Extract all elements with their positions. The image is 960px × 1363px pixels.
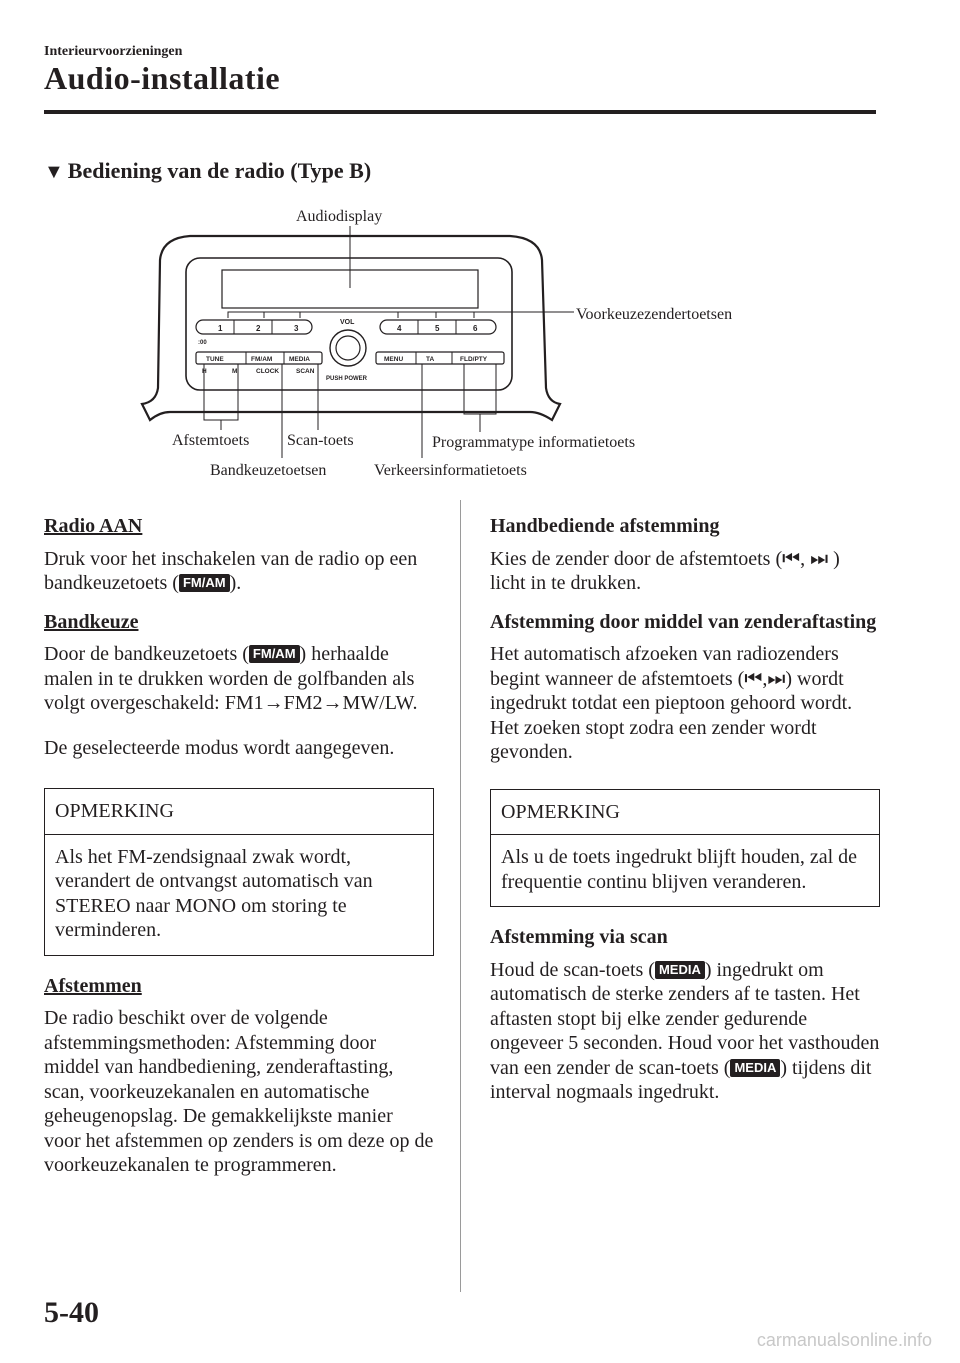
note-text: Als u de toets ingedrukt blijft houden, zal de frequentie continu blijven veranderen. [501, 846, 858, 893]
tune-button-label: Afstemtoets [172, 432, 250, 449]
scan-tuning-heading: Afstemming via scan [490, 926, 668, 948]
h-label: H [202, 368, 207, 375]
tuning-paragraph: De radio beschikt over de volgende afstemmingsmethoden: Afstemming door middel van handbediening, zenderaftasting, scan, voorkeuzekanalen en automatische geheugenopslag. De gemakkelijkste manier voor het afstemmen op zenders is om deze op de voorkeuzekanalen te programmeren. [44, 1007, 434, 1176]
preset-1-label: 1 [218, 324, 223, 333]
prev-track-icon: ⏮ [744, 667, 763, 690]
traffic-button-label: Verkeersinformatietoets [374, 462, 527, 479]
pty-button-label: Programmatype informatietoets [432, 434, 636, 451]
m-label: M [232, 368, 238, 375]
band-mode-paragraph: De geselecteerde modus wordt aangegeven. [44, 736, 395, 759]
tuning-heading: Afstemmen [44, 974, 142, 997]
audio-display-label: Audiodisplay [296, 208, 383, 225]
preset-buttons-label: Voorkeuzezendertoetsen [576, 306, 733, 323]
seek-tuning-heading: Afstemming door middel van zenderaftasting [490, 610, 877, 633]
media-button-icon: MEDIA [730, 1059, 780, 1077]
radio-on-heading: Radio AAN [44, 515, 143, 537]
clock-label: CLOCK [256, 368, 280, 375]
radio-diagram [0, 0, 960, 500]
right-column [490, 514, 880, 1119]
ta-key-label: TA [426, 356, 435, 363]
section-marker-icon: ▼ [44, 161, 64, 183]
chapter-label: Interieurvoorzieningen [44, 44, 183, 59]
next-track-icon: ⏭ [767, 667, 786, 690]
tune-key-label: TUNE [206, 356, 224, 363]
media-key-label: MEDIA [289, 356, 310, 363]
band-paragraph: Door de bandkeuzetoets ( FM/AM ) herhaalde malen in te drukken worden de golfbanden als volgt overgeschakeld: FM1→FM2→MW/LW. [44, 643, 418, 714]
fm-am-key-label: FM/AM [251, 356, 273, 363]
preset-6-label: 6 [473, 324, 478, 333]
band-heading: Bandkeuze [44, 610, 139, 633]
next-track-icon: ⏭ [810, 547, 829, 570]
page-title: Audio-installatie [44, 60, 281, 96]
left-column [44, 514, 434, 1192]
note-box-left [44, 788, 434, 956]
note-box-right [490, 789, 880, 908]
note-heading: OPMERKING [45, 789, 433, 835]
fld-pty-key-label: FLD/PTY [460, 356, 488, 363]
manual-tuning-paragraph: Kies de zender door de afstemtoets (⏮, ⏭ ) licht in te drukken. [490, 547, 840, 594]
radio-on-paragraph: Druk voor het inschakelen van de radio op een bandkeuzetoets ( FM/AM ). [44, 547, 418, 594]
scan-tuning-paragraph: Houd de scan-toets ( MEDIA ) ingedrukt om automatisch de sterke zenders af te tasten. Het aftasten stopt bij elke zender gedurende ongeveer 5 seconden. Houd voor het vasthouden van een zender de scan-toets ( MEDIA ) tijdens dit interval nogmaals ingedrukt. [490, 958, 880, 1103]
vol-label: VOL [340, 319, 355, 326]
prev-track-icon: ⏮ [782, 547, 801, 570]
page-number: 5-40 [44, 1296, 99, 1329]
watermark: carmanualsonline.info [756, 1330, 932, 1350]
media-button-icon: MEDIA [655, 961, 705, 979]
note-heading: OPMERKING [491, 790, 879, 836]
zero-label: :00 [198, 340, 207, 346]
preset-5-label: 5 [435, 324, 440, 333]
fm-am-button-icon: FM/AM [249, 645, 300, 663]
menu-key-label: MENU [384, 356, 404, 363]
seek-tuning-paragraph: Het automatisch afzoeken van radiozenders begint wanneer de afstemtoets (⏮,⏭) wordt ingedrukt totdat een pieptoon gehoord wordt. Het zoeken stopt zodra een zender wordt gevonden. [490, 643, 853, 763]
preset-4-label: 4 [397, 324, 402, 333]
preset-3-label: 3 [294, 324, 299, 333]
push-power-label: PUSH POWER [326, 376, 368, 382]
column-divider [460, 500, 461, 1292]
scan-button-label: Scan-toets [287, 432, 354, 449]
manual-tuning-heading: Handbediende afstemming [490, 515, 720, 537]
band-button-label: Bandkeuzetoetsen [210, 462, 327, 479]
fm-am-button-icon: FM/AM [179, 574, 230, 592]
section-title-text: Bediening van de radio (Type B) [67, 158, 372, 183]
scan-key-label: SCAN [296, 368, 315, 375]
preset-2-label: 2 [256, 324, 261, 333]
note-text: Als het FM-zendsignaal zwak wordt, verandert de ontvangst automatisch van STEREO naar MONO om storing te verminderen. [55, 845, 373, 941]
